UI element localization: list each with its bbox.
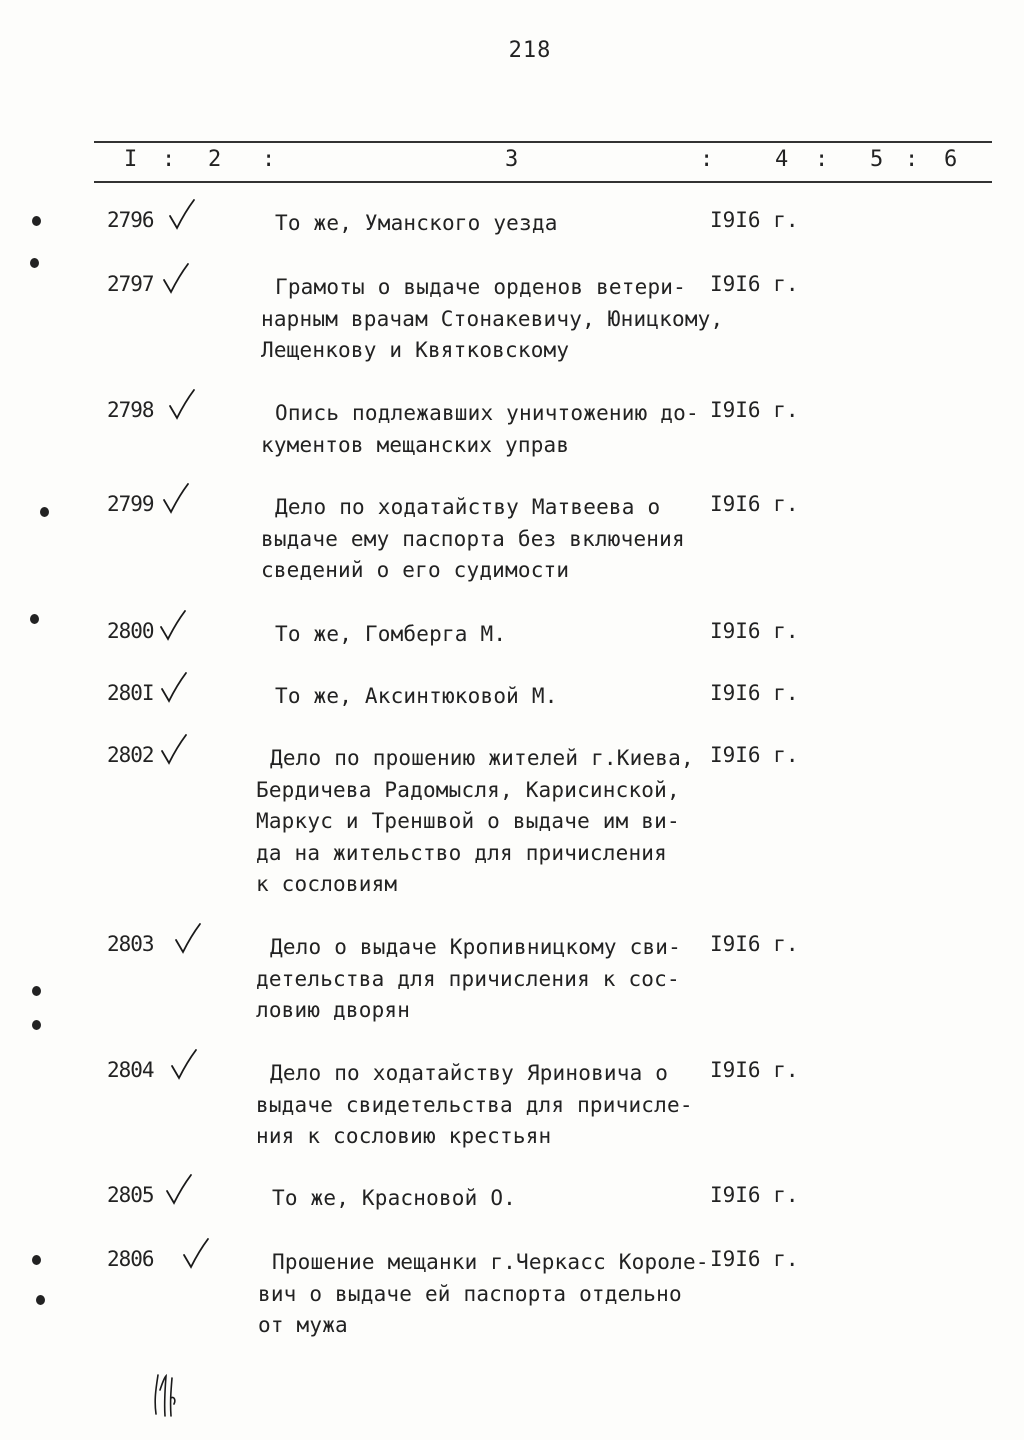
header-cell-0: I	[124, 147, 138, 172]
entry-number: 2799	[107, 492, 154, 516]
checkmark-icon	[168, 1048, 198, 1082]
entry-description: То же, Красновой О.	[272, 1186, 517, 1210]
entry-year: I9I6 г.	[710, 743, 799, 767]
checkmark-icon	[158, 671, 188, 705]
entry-number: 280I	[107, 681, 154, 705]
entry-number: 2805	[107, 1183, 154, 1207]
entry-description: Опись подлежавших уничтожению до- кументов мещанских управ	[261, 401, 699, 457]
entry-number: 2804	[107, 1058, 154, 1082]
punch-hole-icon	[30, 258, 39, 268]
header-cell-5: :	[700, 147, 714, 172]
entry-number: 2802	[107, 743, 154, 767]
punch-hole-icon	[32, 1255, 41, 1265]
header-cell-7: :	[815, 147, 829, 172]
checkmark-icon	[160, 262, 190, 296]
entry-description: То же, Уманского уезда	[275, 211, 558, 235]
punch-hole-icon	[30, 614, 39, 624]
entry-year: I9I6 г.	[710, 272, 799, 296]
header-cell-6: 4	[775, 147, 789, 172]
checkmark-icon	[160, 482, 190, 516]
checkmark-icon	[157, 609, 187, 643]
checkmark-icon	[166, 388, 196, 422]
entry-description: То же, Аксинтюковой М.	[275, 684, 558, 708]
checkmark-icon	[172, 922, 202, 956]
punch-hole-icon	[36, 1295, 45, 1305]
entry-description: Грамоты о выдаче орденов ветери- нарным врачам Стонакевичу, Юницкому, Лещенкову и Квятковскому	[261, 275, 724, 362]
entry-number: 2796	[107, 208, 154, 232]
checkmark-icon	[166, 198, 196, 232]
entry-year: I9I6 г.	[710, 492, 799, 516]
punch-hole-icon	[32, 1020, 41, 1030]
punch-hole-icon	[32, 216, 41, 226]
punch-holes	[0, 0, 60, 1440]
entry-year: I9I6 г.	[710, 1058, 799, 1082]
checkmark-icon	[163, 1173, 193, 1207]
header-cell-4: 3	[505, 147, 519, 172]
header-cell-10: 6	[944, 147, 958, 172]
entry-description: Дело о выдаче Кропивницкому сви- детельства для причисления к сос- ловию дворян	[256, 935, 681, 1022]
entry-description: Дело по ходатайству Матвеева о выдаче ему паспорта без включения сведений о его судимости	[261, 495, 685, 582]
checkmark-icon	[180, 1237, 210, 1271]
entry-number: 2798	[107, 398, 154, 422]
entry-description: Дело по прошению жителей г.Киева, Бердичева Радомысля, Карисинской, Маркус и Треншвой о выдаче им ви- да на жительство для причисления к сословиям	[256, 746, 694, 896]
entry-year: I9I6 г.	[710, 619, 799, 643]
entry-year: I9I6 г.	[710, 1247, 799, 1271]
entry-number: 2803	[107, 932, 154, 956]
header-cell-2: 2	[208, 147, 222, 172]
entry-number: 2800	[107, 619, 154, 643]
header-cell-8: 5	[870, 147, 884, 172]
entry-description: Дело по ходатайству Яриновича о выдаче свидетельства для причисле- ния к сословию крестьян	[256, 1061, 693, 1148]
entry-year: I9I6 г.	[710, 932, 799, 956]
table-rule-top	[94, 141, 992, 143]
header-cell-1: :	[162, 147, 176, 172]
punch-hole-icon	[32, 986, 41, 996]
punch-hole-icon	[40, 507, 49, 517]
entry-year: I9I6 г.	[710, 1183, 799, 1207]
entry-description: Прошение мещанки г.Черкасс Короле- вич о выдаче ей паспорта отдельно от мужа	[258, 1250, 709, 1337]
entry-number: 2806	[107, 1247, 154, 1271]
header-cell-9: :	[905, 147, 919, 172]
page-number: 218	[508, 38, 552, 63]
table-rule-bottom	[94, 181, 992, 183]
entry-number: 2797	[107, 272, 154, 296]
checkmark-icon	[158, 733, 188, 767]
header-cell-3: :	[262, 147, 276, 172]
entry-year: I9I6 г.	[710, 208, 799, 232]
entry-year: I9I6 г.	[710, 398, 799, 422]
entry-year: I9I6 г.	[710, 681, 799, 705]
handwritten-signature	[150, 1370, 190, 1420]
entry-description: То же, Гомберга М.	[275, 622, 507, 646]
table-header	[0, 147, 1024, 175]
